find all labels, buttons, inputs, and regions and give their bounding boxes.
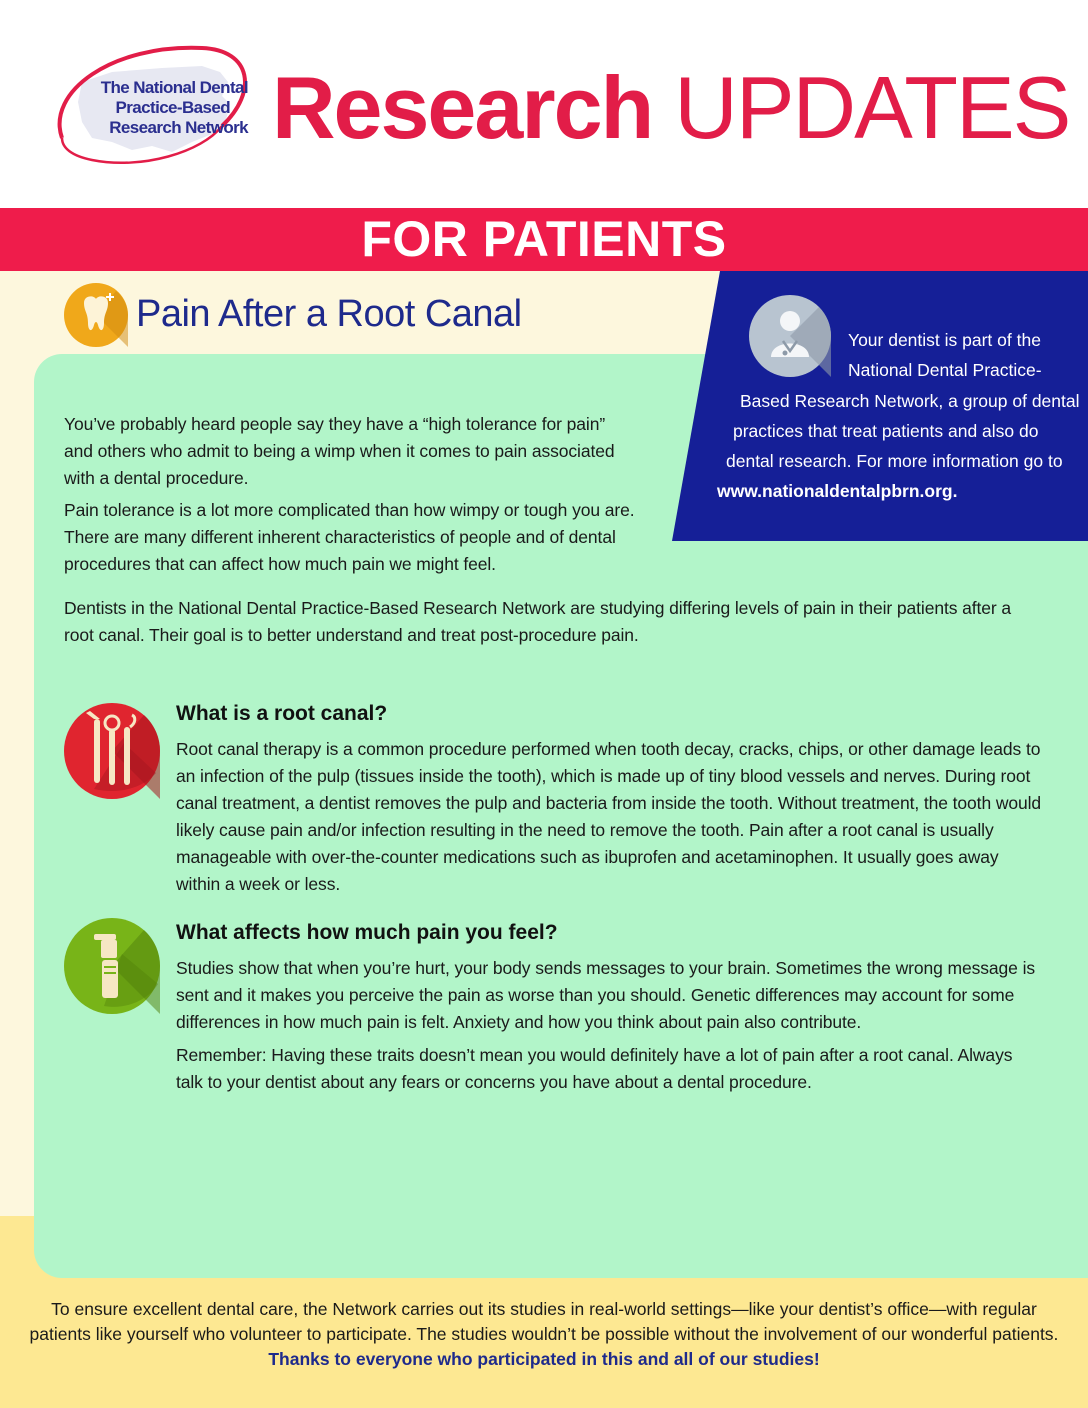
pain-factors-body-1: Studies show that when you’re hurt, your body sends messages to your brain. Sometimes the wrong message is sent and it makes you perceive the pain as worse than you should. Genetic differences may account for some differences in how much pain is felt. Anxiety and how you think about pain also contribute. xyxy=(176,958,1036,1032)
logo-text xyxy=(52,78,248,138)
doctor-icon xyxy=(749,295,831,377)
logo-line-1: The National Dental xyxy=(100,78,248,97)
pain-factors-heading: What affects how much pain you feel? xyxy=(176,921,558,944)
footer-line-1: To ensure excellent dental care, the Network carries out its studies in real-world settings—like your dentist’s office—with regular xyxy=(51,1299,1037,1319)
intro-paragraph-1: You’ve probably heard people say they have a “high tolerance for pain” and others who admit to being a wimp when it comes to pain associated with a dental procedure. xyxy=(64,414,615,488)
logo-line-3: Research Network xyxy=(109,118,248,137)
intro-paragraph-2: Pain tolerance is a lot more complicated than how wimpy or tough you are. There are many different inherent characteristics of people and of dental procedures that can affect how much pain we might feel. xyxy=(64,500,635,574)
dental-handpiece-icon xyxy=(64,918,160,1014)
info-line-2: National Dental Practice- xyxy=(848,360,1042,380)
info-line-3: Based Research Network, a group of dental xyxy=(740,391,1080,411)
tooth-icon xyxy=(64,283,128,347)
page-title xyxy=(272,58,1069,158)
audience-banner: FOR PATIENTS xyxy=(0,208,1088,271)
footer-note xyxy=(0,1297,1088,1372)
title-bold: Research xyxy=(272,58,653,157)
root-canal-heading: What is a root canal? xyxy=(176,702,388,725)
dental-tools-icon xyxy=(64,703,160,799)
logo-line-2: Practice-Based xyxy=(115,98,230,117)
root-canal-body: Root canal therapy is a common procedure performed when tooth decay, cracks, chips, or other damage leads to an infection of the pulp (tissues inside the tooth), which is made up of tiny blood vessels and nerves. During root canal treatment, a dentist removes the pulp and bacteria from inside the tooth. Without treatment, the tooth would likely cause pain and/or infection resulting in the need to remove the tooth. Pain after a root canal is usually manageable with over-the-counter medications such as ibuprofen and acetaminophen. It usually goes away within a week or less. xyxy=(176,739,1042,894)
info-line-5: dental research. For more information go to xyxy=(726,451,1063,471)
title-light: UPDATES xyxy=(674,58,1070,157)
pain-factors-body-2: Remember: Having these traits doesn’t mean you would definitely have a lot of pain after a root canal. Always talk to your dentist about any fears or concerns you have about a dental procedure. xyxy=(176,1045,1013,1092)
network-logo[interactable] xyxy=(52,42,252,172)
network-url-link[interactable]: www.nationaldentalpbrn.org. xyxy=(717,481,958,501)
info-line-1: Your dentist is part of the xyxy=(848,330,1041,350)
intro-paragraph-3: Dentists in the National Dental Practice-Based Research Network are studying differing levels of pain in their patients after a root canal. Their goal is to better understand and treat post-procedure pain. xyxy=(64,598,1012,645)
section-title: Pain After a Root Canal xyxy=(136,293,522,335)
footer-line-2: patients like yourself who volunteer to participate. The studies wouldn’t be possible without the involvement of our wonderful patients. xyxy=(29,1324,1059,1344)
footer-thanks: Thanks to everyone who participated in this and all of our studies! xyxy=(268,1349,820,1369)
info-line-4: practices that treat patients and also do xyxy=(733,421,1039,441)
